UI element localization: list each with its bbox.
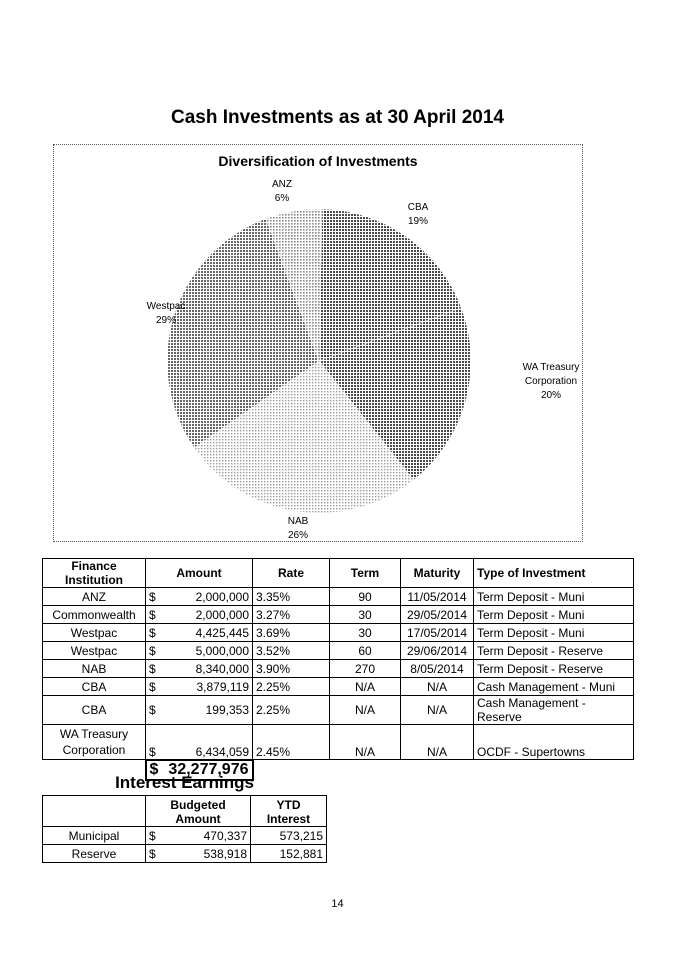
slice-label-cba-pct: 19% [407, 216, 428, 227]
rate-cell: 3.27% [253, 606, 330, 624]
page-number: 14 [331, 898, 344, 910]
chart-title: Diversification of Investments [218, 153, 418, 169]
type-cell: Term Deposit - Reserve [474, 660, 634, 678]
slice-label-cba-name: CBA [407, 202, 429, 213]
term-cell: 30 [330, 624, 401, 642]
currency-symbol: $ [149, 846, 156, 861]
table-row [43, 642, 634, 660]
institution-cell: ANZ [43, 588, 146, 606]
amount-cell [146, 725, 253, 760]
amount-value: 3,879,119 [196, 679, 249, 694]
amount-cell [146, 660, 253, 678]
type-cell: Term Deposit - Muni [474, 606, 634, 624]
amount-value: 5,000,000 [195, 643, 249, 658]
type-cell: OCDF - Supertowns [474, 725, 634, 760]
rate-cell: 3.69% [253, 624, 330, 642]
slice-label-anz [262, 178, 302, 206]
rate-cell: 3.52% [253, 642, 330, 660]
investments-table [42, 558, 634, 781]
header-type: Type of Investment [474, 559, 634, 588]
amount-cell [146, 696, 253, 725]
table-row [43, 606, 634, 624]
amount-value: 2,000,000 [195, 607, 249, 622]
maturity-cell: N/A [401, 725, 474, 760]
amount-cell [146, 678, 253, 696]
interest-earnings-title: Interest Earnings [115, 773, 254, 792]
interest-header-row [43, 796, 327, 827]
amount-cell [146, 624, 253, 642]
institution-cell: Commonwealth [43, 606, 146, 624]
slice-label-nab-pct: 26% [287, 530, 308, 541]
interest-header-budgeted: Budgeted Amount [146, 796, 251, 827]
budgeted-value: 538,918 [203, 846, 247, 861]
amount-cell [146, 588, 253, 606]
interest-label-cell: Municipal [43, 827, 146, 845]
rate-cell: 2.25% [253, 696, 330, 725]
currency-symbol: $ [149, 703, 156, 717]
institution-cell: Westpac [43, 642, 146, 660]
table-row [43, 678, 634, 696]
slice-label-anz-pct: 6% [274, 193, 290, 204]
maturity-cell: 11/05/2014 [401, 588, 474, 606]
type-cell: Term Deposit - Muni [474, 624, 634, 642]
total-currency: $ [149, 760, 159, 778]
header-rate: Rate [253, 559, 330, 588]
currency-symbol: $ [149, 643, 156, 658]
slice-label-nab-name: NAB [287, 516, 309, 527]
slice-label-nab [278, 515, 318, 543]
investments-header-row [43, 559, 634, 588]
term-cell: 270 [330, 660, 401, 678]
amount-value: 6,434,059 [195, 744, 249, 759]
currency-symbol: $ [149, 661, 156, 676]
pie-chart [53, 144, 583, 542]
slice-label-westpac [140, 300, 192, 328]
slice-label-wa-line2: Corporation [524, 376, 578, 387]
term-cell: N/A [330, 678, 401, 696]
institution-cell: NAB [43, 660, 146, 678]
institution-line1: WA Treasury [59, 727, 129, 741]
maturity-cell: N/A [401, 678, 474, 696]
term-cell: N/A [330, 696, 401, 725]
rate-cell: 2.45% [253, 725, 330, 760]
total-value: 32,277,976 [168, 760, 249, 778]
table-row [43, 696, 634, 725]
budgeted-value: 470,337 [203, 828, 247, 843]
rate-cell: 3.90% [253, 660, 330, 678]
table-row [43, 660, 634, 678]
maturity-cell: 17/05/2014 [401, 624, 474, 642]
table-row [43, 827, 327, 845]
maturity-cell: N/A [401, 696, 474, 725]
institution-cell: CBA [43, 696, 146, 725]
term-cell: 90 [330, 588, 401, 606]
slice-label-westpac-name: Westpac [146, 301, 186, 312]
header-institution: Finance Institution [43, 559, 146, 588]
header-maturity: Maturity [401, 559, 474, 588]
term-cell: 30 [330, 606, 401, 624]
amount-cell [146, 642, 253, 660]
interest-header-blank [43, 796, 146, 827]
header-amount: Amount [146, 559, 253, 588]
pie-chart-svg [54, 145, 584, 543]
term-cell: 60 [330, 642, 401, 660]
term-cell: N/A [330, 725, 401, 760]
slice-label-wa-pct: 20% [540, 390, 561, 401]
amount-value: 2,000,000 [195, 589, 249, 604]
slice-label-cba [398, 201, 438, 229]
type-cell: Term Deposit - Reserve [474, 642, 634, 660]
slice-label-wa-treasury [516, 361, 586, 403]
interest-label-cell: Reserve [43, 845, 146, 863]
amount-value: 199,353 [205, 703, 249, 717]
table-row [43, 588, 634, 606]
amount-value: 8,340,000 [195, 661, 249, 676]
amount-cell [146, 606, 253, 624]
page-title: Cash Investments as at 30 April 2014 [170, 107, 504, 128]
ytd-cell: 573,215 [251, 827, 327, 845]
institution-cell: CBA [43, 678, 146, 696]
type-cell: Cash Management - Reserve [474, 696, 634, 725]
table-row [43, 624, 634, 642]
header-term: Term [330, 559, 401, 588]
currency-symbol: $ [149, 828, 156, 843]
interest-earnings-table [42, 795, 327, 863]
slice-label-westpac-pct: 29% [155, 315, 176, 326]
table-row [43, 725, 634, 760]
budgeted-cell [146, 845, 251, 863]
type-cell: Cash Management - Muni [474, 678, 634, 696]
currency-symbol: $ [149, 679, 156, 694]
rate-cell: 3.35% [253, 588, 330, 606]
table-row [43, 845, 327, 863]
currency-symbol: $ [149, 589, 156, 604]
currency-symbol: $ [149, 607, 156, 622]
rate-cell: 2.25% [253, 678, 330, 696]
amount-value: 4,425,445 [195, 625, 249, 640]
budgeted-cell [146, 827, 251, 845]
ytd-cell: 152,881 [251, 845, 327, 863]
currency-symbol: $ [149, 744, 156, 759]
maturity-cell: 8/05/2014 [401, 660, 474, 678]
slice-label-wa-line1: WA Treasury [522, 362, 580, 373]
institution-line2: Corporation [62, 743, 126, 757]
type-cell: Term Deposit - Muni [474, 588, 634, 606]
interest-header-ytd: YTD Interest [251, 796, 327, 827]
institution-cell: Westpac [43, 624, 146, 642]
institution-cell [43, 725, 146, 760]
maturity-cell: 29/06/2014 [401, 642, 474, 660]
currency-symbol: $ [149, 625, 156, 640]
slice-label-anz-name: ANZ [272, 179, 292, 190]
maturity-cell: 29/05/2014 [401, 606, 474, 624]
